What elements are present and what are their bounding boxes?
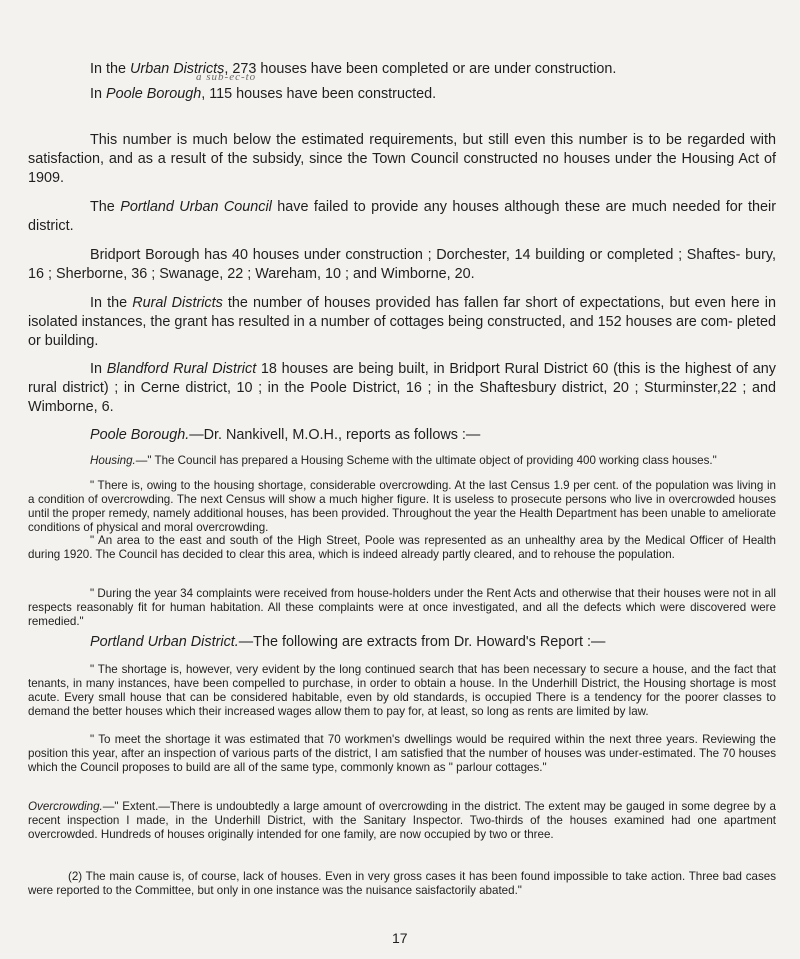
quote-shortage-evident: " The shortage is, however, very evident by the long continued search that has been necessary to secure a house, and the fact that tenants, in many instances, have been compelled to purchase, in order to obtain a house. In the Underhill District, the Housing shortage is most acute. Every small house that can be considered habitable, even by old standards, is occupied There is a tendency for the poorer classes to demand the better houses which their increased wages allow them to pay for, at least, so long as rents are limited by law. (28, 663, 776, 718)
para-poole-borough: In Poole Borough, 115 houses have been constructed. (90, 86, 437, 102)
quote-rent-acts-complaints: " During the year 34 complaints were received from house-holders under the Rent Acts and otherwise that their houses were not in all respects reasonably fit for human habitation. All these complaints were at once investigated, and all the defects which were discovered were remedied." (28, 587, 776, 628)
heading-portland-urban: Portland Urban District.—The following are extracts from Dr. Howard's Report :— (90, 634, 606, 650)
quote-workmens-dwellings: " To meet the shortage it was estimated that 70 workmen's dwellings would be required within the next three years. Reviewing the position this year, after an inspection of various parts of the district, I am satisfied that the number of houses was under-estimated. The 70 houses which the Council proposes to build are all of the same type, commonly known as " parlour cottages." (28, 733, 776, 774)
para-bridport-borough: Bridport Borough has 40 houses under construction ; Dorchester, 14 building or completed ; Shaftes- bury, 16 ; Sherborne, 36 ; Swanage, 22 ; Wareham, 10 ; and Wimborne, 20. (28, 247, 776, 282)
para-blandford: In Blandford Rural District 18 houses are being built, in Bridport Rural District 60 (this is the highest of any rural district) ; in Cerne district, 10 ; in the Poole District, 16 ; in the Shaftesbury district, 20 ; Sturminster,22 ; and Wimborne, 6. (28, 361, 776, 415)
page-number: 17 (392, 930, 408, 946)
para-estimated-requirements: This number is much below the estimated requirements, but still even this number is to be regarded with satisfaction, and as a result of the subsidy, since the Town Council constructed no houses under the Housing Act of 1909. (28, 132, 776, 186)
heading-poole-borough: Poole Borough.—Dr. Nankivell, M.O.H., reports as follows :— (90, 427, 481, 443)
quote-overcrowding-census: " There is, owing to the housing shortage, considerable overcrowding. At the last Census 1.9 per cent. of the population was living in a condition of overcrowding. The next Census will show a much higher figure. It is useless to prosecute persons who live in overcrowded houses until the proper remedy, namely additional houses, has been provided. Throughout the year the Health Department has been unable to ameliorate conditions of physical and moral overcrowding. (28, 479, 776, 534)
para-rural-districts: In the Rural Districts the number of houses provided has fallen far short of expectations, but even here in isolated instances, the grant has resulted in a number of cottages being constructed, and 152 houses are com- pleted or building. (28, 295, 776, 349)
quote-housing-scheme: Housing.—" The Council has prepared a Housing Scheme with the ultimate object of providing 400 working class houses." (90, 454, 717, 467)
para-portland-council: The Portland Urban Council have failed to provide any houses although these are much needed for their district. (28, 199, 777, 234)
quote-main-cause: (2) The main cause is, of course, lack of houses. Even in very gross cases it has been found impossible to take action. Three bad cases were reported to the Committee, but only in one instance was the nuisance saisfactorily abated." (28, 870, 776, 897)
handwritten-annotation: a sub-ec-to (196, 71, 257, 83)
quote-overcrowding-extent: Overcrowding.—" Extent.—There is undoubtedly a large amount of overcrowding in the district. The extent may be gauged in some degree by a recent inspection I made, in the Underhill District, with the Sanitary Inspector. Two-thirds of the houses examined had one apartment overcrowded. Hundreds of houses originally intended for one family, are now occupied by two or three. (28, 800, 776, 841)
quote-high-street-area: " An area to the east and south of the High Street, Poole was represented as an unhealthy area by the Medical Officer of Health during 1920. The Council has decided to clear this area, which is indeed already partly cleared, and to rehouse the population. (28, 534, 776, 561)
para-urban-districts: In the Urban Districts, 273 houses have been completed or are under construction. (90, 61, 617, 77)
